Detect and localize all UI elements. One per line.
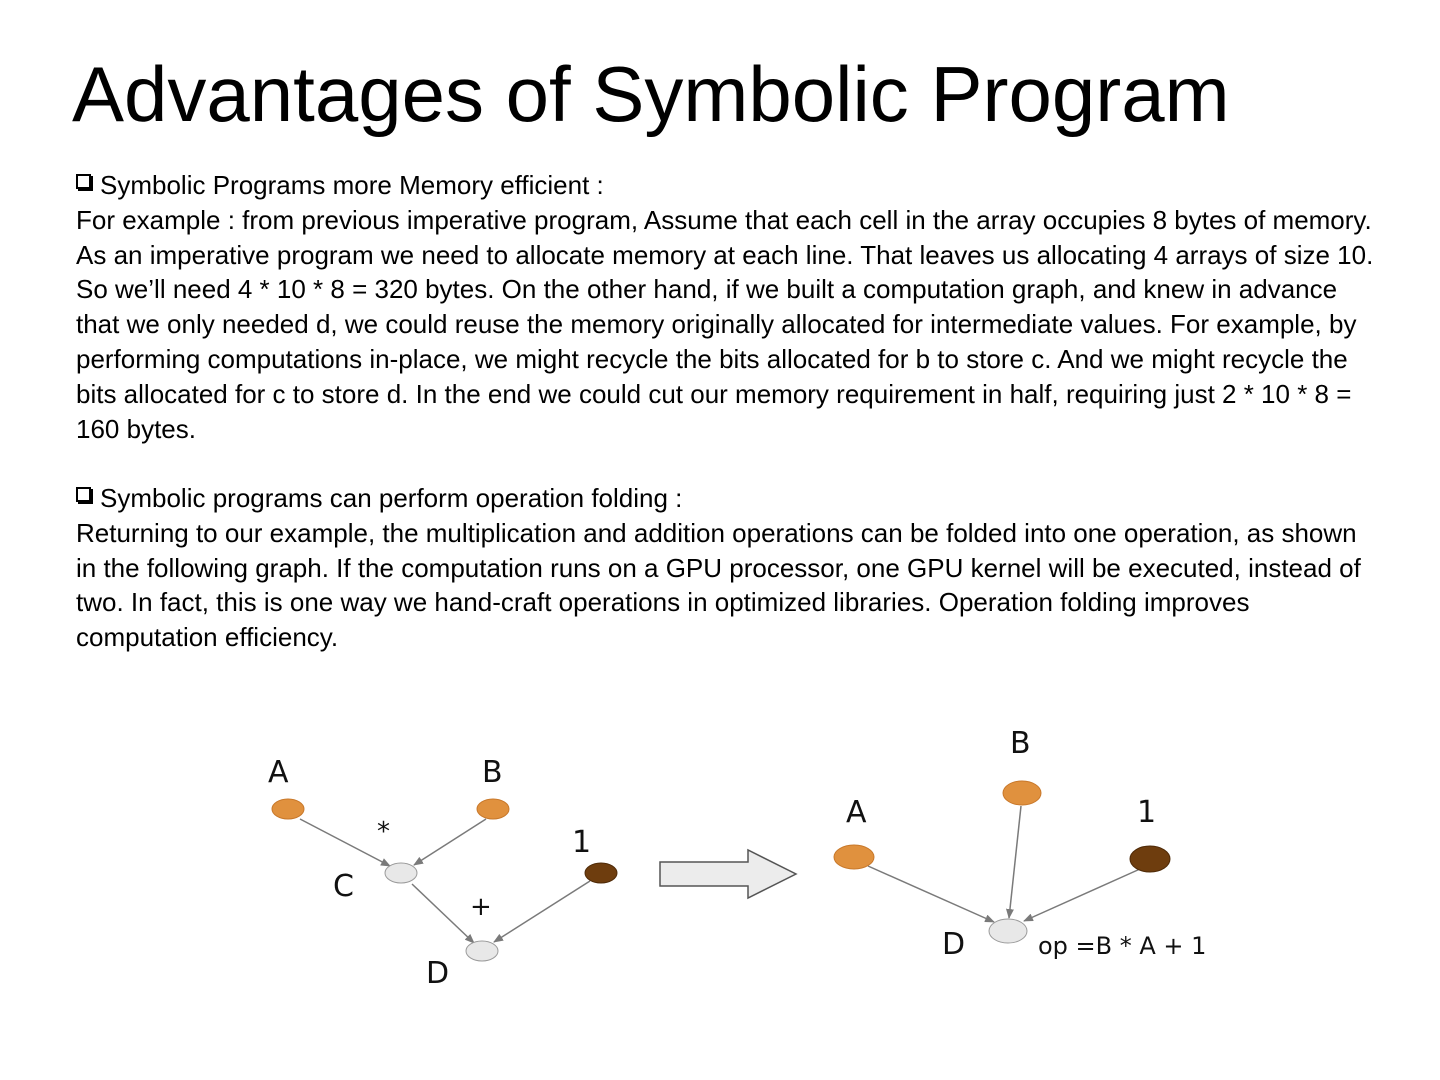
edge-b-to-c — [414, 819, 486, 865]
node-d — [989, 919, 1027, 943]
node-c — [385, 863, 417, 883]
label-d: D — [942, 927, 966, 962]
section-heading: Symbolic programs can perform operation folding : — [100, 483, 683, 513]
label-b: B — [1010, 726, 1031, 761]
label-a: A — [846, 795, 867, 830]
node-b — [1003, 781, 1041, 805]
edge-one-to-d — [1024, 869, 1140, 921]
label-c: C — [333, 869, 354, 904]
edge-one-to-d — [494, 881, 590, 942]
node-a — [834, 845, 874, 869]
label-a: A — [268, 755, 289, 790]
label-op-formula: op =B * A + 1 — [1038, 932, 1207, 960]
label-one: 1 — [572, 825, 592, 860]
right-graph-nodes — [834, 781, 1170, 943]
left-graph-nodes — [272, 799, 617, 961]
right-arrow-icon — [660, 850, 796, 898]
node-one — [1130, 846, 1170, 872]
node-d — [466, 941, 498, 961]
section-paragraph: Returning to our example, the multiplication and addition operations can be folded into one operation, as shown in the following graph. If the computation runs on a GPU processor, one GPU kernel will be executed, instead of two. In fact, this is one way we hand-craft operations in optimized libraries. Operation folding improves computation efficiency. — [76, 517, 1361, 653]
node-one — [585, 863, 617, 883]
node-a — [272, 799, 304, 819]
label-multiply-op: * — [377, 817, 390, 847]
label-add-op: + — [470, 892, 492, 922]
section-heading: Symbolic Programs more Memory efficient : — [100, 170, 604, 200]
memory-efficiency-section — [76, 168, 1376, 446]
label-b: B — [482, 755, 503, 790]
slide-title: Advantages of Symbolic Program — [72, 50, 1230, 138]
section-heading-line — [76, 168, 1376, 203]
checkbox-bullet-icon — [76, 487, 91, 502]
node-b — [477, 799, 509, 819]
left-graph-labels — [268, 755, 591, 991]
label-one: 1 — [1137, 795, 1157, 830]
edge-c-to-d — [412, 884, 474, 943]
operation-folding-diagram — [0, 700, 1440, 1030]
checkbox-bullet-icon — [76, 174, 91, 189]
right-graph-edges — [868, 806, 1140, 922]
section-heading-line — [76, 481, 1376, 516]
label-d: D — [426, 956, 450, 991]
edge-a-to-d — [868, 866, 994, 922]
operation-folding-section — [76, 481, 1376, 655]
section-paragraph: For example : from previous imperative program, Assume that each cell in the array occupies 8 bytes of memory. As an imperative program we need to allocate memory at each line. That leaves us allocating 4 arrays of size 10. So we’ll need 4 * 10 * 8 = 320 bytes. On the other hand, if we built a computation graph, and knew in advance that we only needed d, we could reuse the memory originally allocated for intermediate values. For example, by performing computations in-place, we might recycle the bits allocated for b to store c. And we might recycle the bits allocated for c to store d. In the end we could cut our memory requirement in half, requiring just 2 * 10 * 8 = 160 bytes. — [76, 204, 1374, 444]
edge-b-to-d — [1009, 806, 1021, 918]
